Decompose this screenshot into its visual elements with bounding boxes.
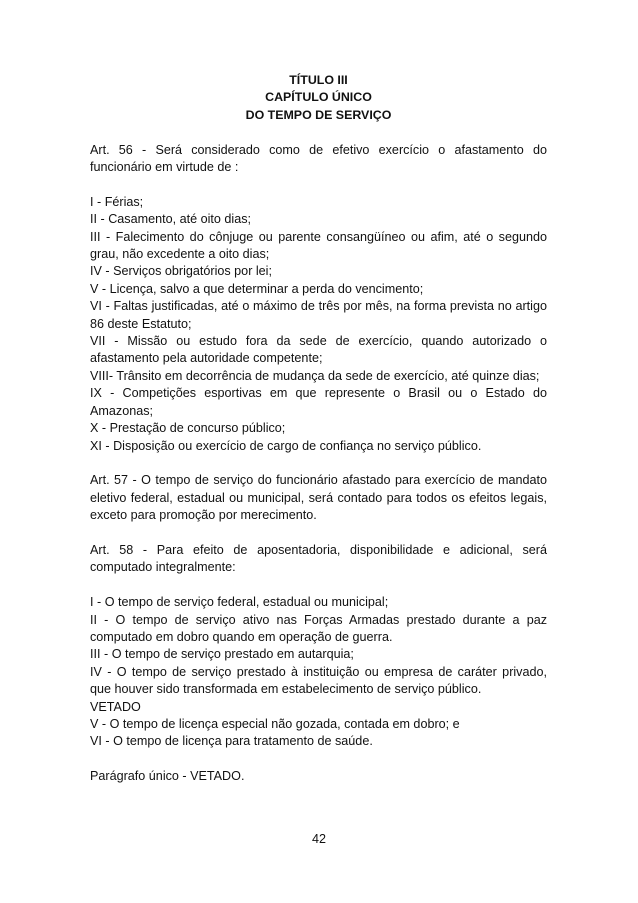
art58-item: III - O tempo de serviço prestado em autarquia; xyxy=(90,647,354,662)
art56-item: X - Prestação de concurso público; xyxy=(90,421,286,436)
title-line: TÍTULO III xyxy=(289,73,348,87)
spacer xyxy=(90,751,547,768)
art56-item: VIII- Trânsito em decorrência de mudança da sede de exercício, até quinze dias; xyxy=(90,368,540,383)
chapter-title-line: DO TEMPO DE SERVIÇO xyxy=(245,107,392,122)
spacer xyxy=(90,525,547,542)
art58-paragraph: Parágrafo único - VETADO. xyxy=(90,769,245,784)
art56-text: Art. 56 - Será considerado como de efetivo exercício o afastamento do funcionário em virtude de : xyxy=(90,142,547,175)
art58-item: VETADO xyxy=(90,699,141,714)
art58-item: I - O tempo de serviço federal, estadual ou municipal; xyxy=(90,595,389,610)
art58-item: V - O tempo de licença especial não gozada, contada em dobro; e xyxy=(90,716,460,731)
art56-item: III - Falecimento do cônjuge ou parente consangüíneo ou afim, até o segundo grau, não excedente a oito dias; xyxy=(90,229,547,262)
page-content xyxy=(90,72,547,786)
art56-item: XI - Disposição ou exercício de cargo de confiança no serviço público. xyxy=(90,438,482,453)
spacer xyxy=(90,176,547,193)
art56-item: IX - Competições esportivas em que represente o Brasil ou o Estado do Amazonas; xyxy=(90,386,547,418)
art56-item: V - Licença, salvo a que determinar a perda do vencimento; xyxy=(90,281,424,296)
art56-item: II - Casamento, até oito dias; xyxy=(90,212,252,227)
chapter-line: CAPÍTULO ÚNICO xyxy=(265,90,372,105)
spacer xyxy=(90,124,547,141)
spacer xyxy=(90,577,547,594)
art57-text: Art. 57 - O tempo de serviço do funcionário afastado para exercício de mandato eletivo federal, estadual ou municipal, será contado para todos os efeitos legais, exceto para promoção por merecimento. xyxy=(90,473,547,523)
art58-text: Art. 58 - Para efeito de aposentadoria, disponibilidade e adicional, será computado integralmente: xyxy=(90,542,547,575)
art58-item: II - O tempo de serviço ativo nas Forças Armadas prestado durante a paz computado em dobro quando em operação de guerra. xyxy=(90,612,547,644)
art56-item: VI - Faltas justificadas, até o máximo de três por mês, na forma prevista no artigo 86 deste Estatuto; xyxy=(90,299,547,331)
art56-item: I - Férias; xyxy=(90,194,144,209)
spacer xyxy=(90,455,547,472)
art58-item: VI - O tempo de licença para tratamento de saúde. xyxy=(90,734,373,749)
section-heading xyxy=(90,72,547,124)
art58-item: IV - O tempo de serviço prestado à instituição ou empresa de caráter privado, que houver sido transformada em estabelecimento de serviço público. xyxy=(90,664,547,697)
page-number: 42 xyxy=(311,832,326,846)
art56-item: VII - Missão ou estudo fora da sede de exercício, quando autorizado o afastamento pela autoridade competente; xyxy=(90,334,547,366)
art56-item: IV - Serviços obrigatórios por lei; xyxy=(90,264,272,279)
